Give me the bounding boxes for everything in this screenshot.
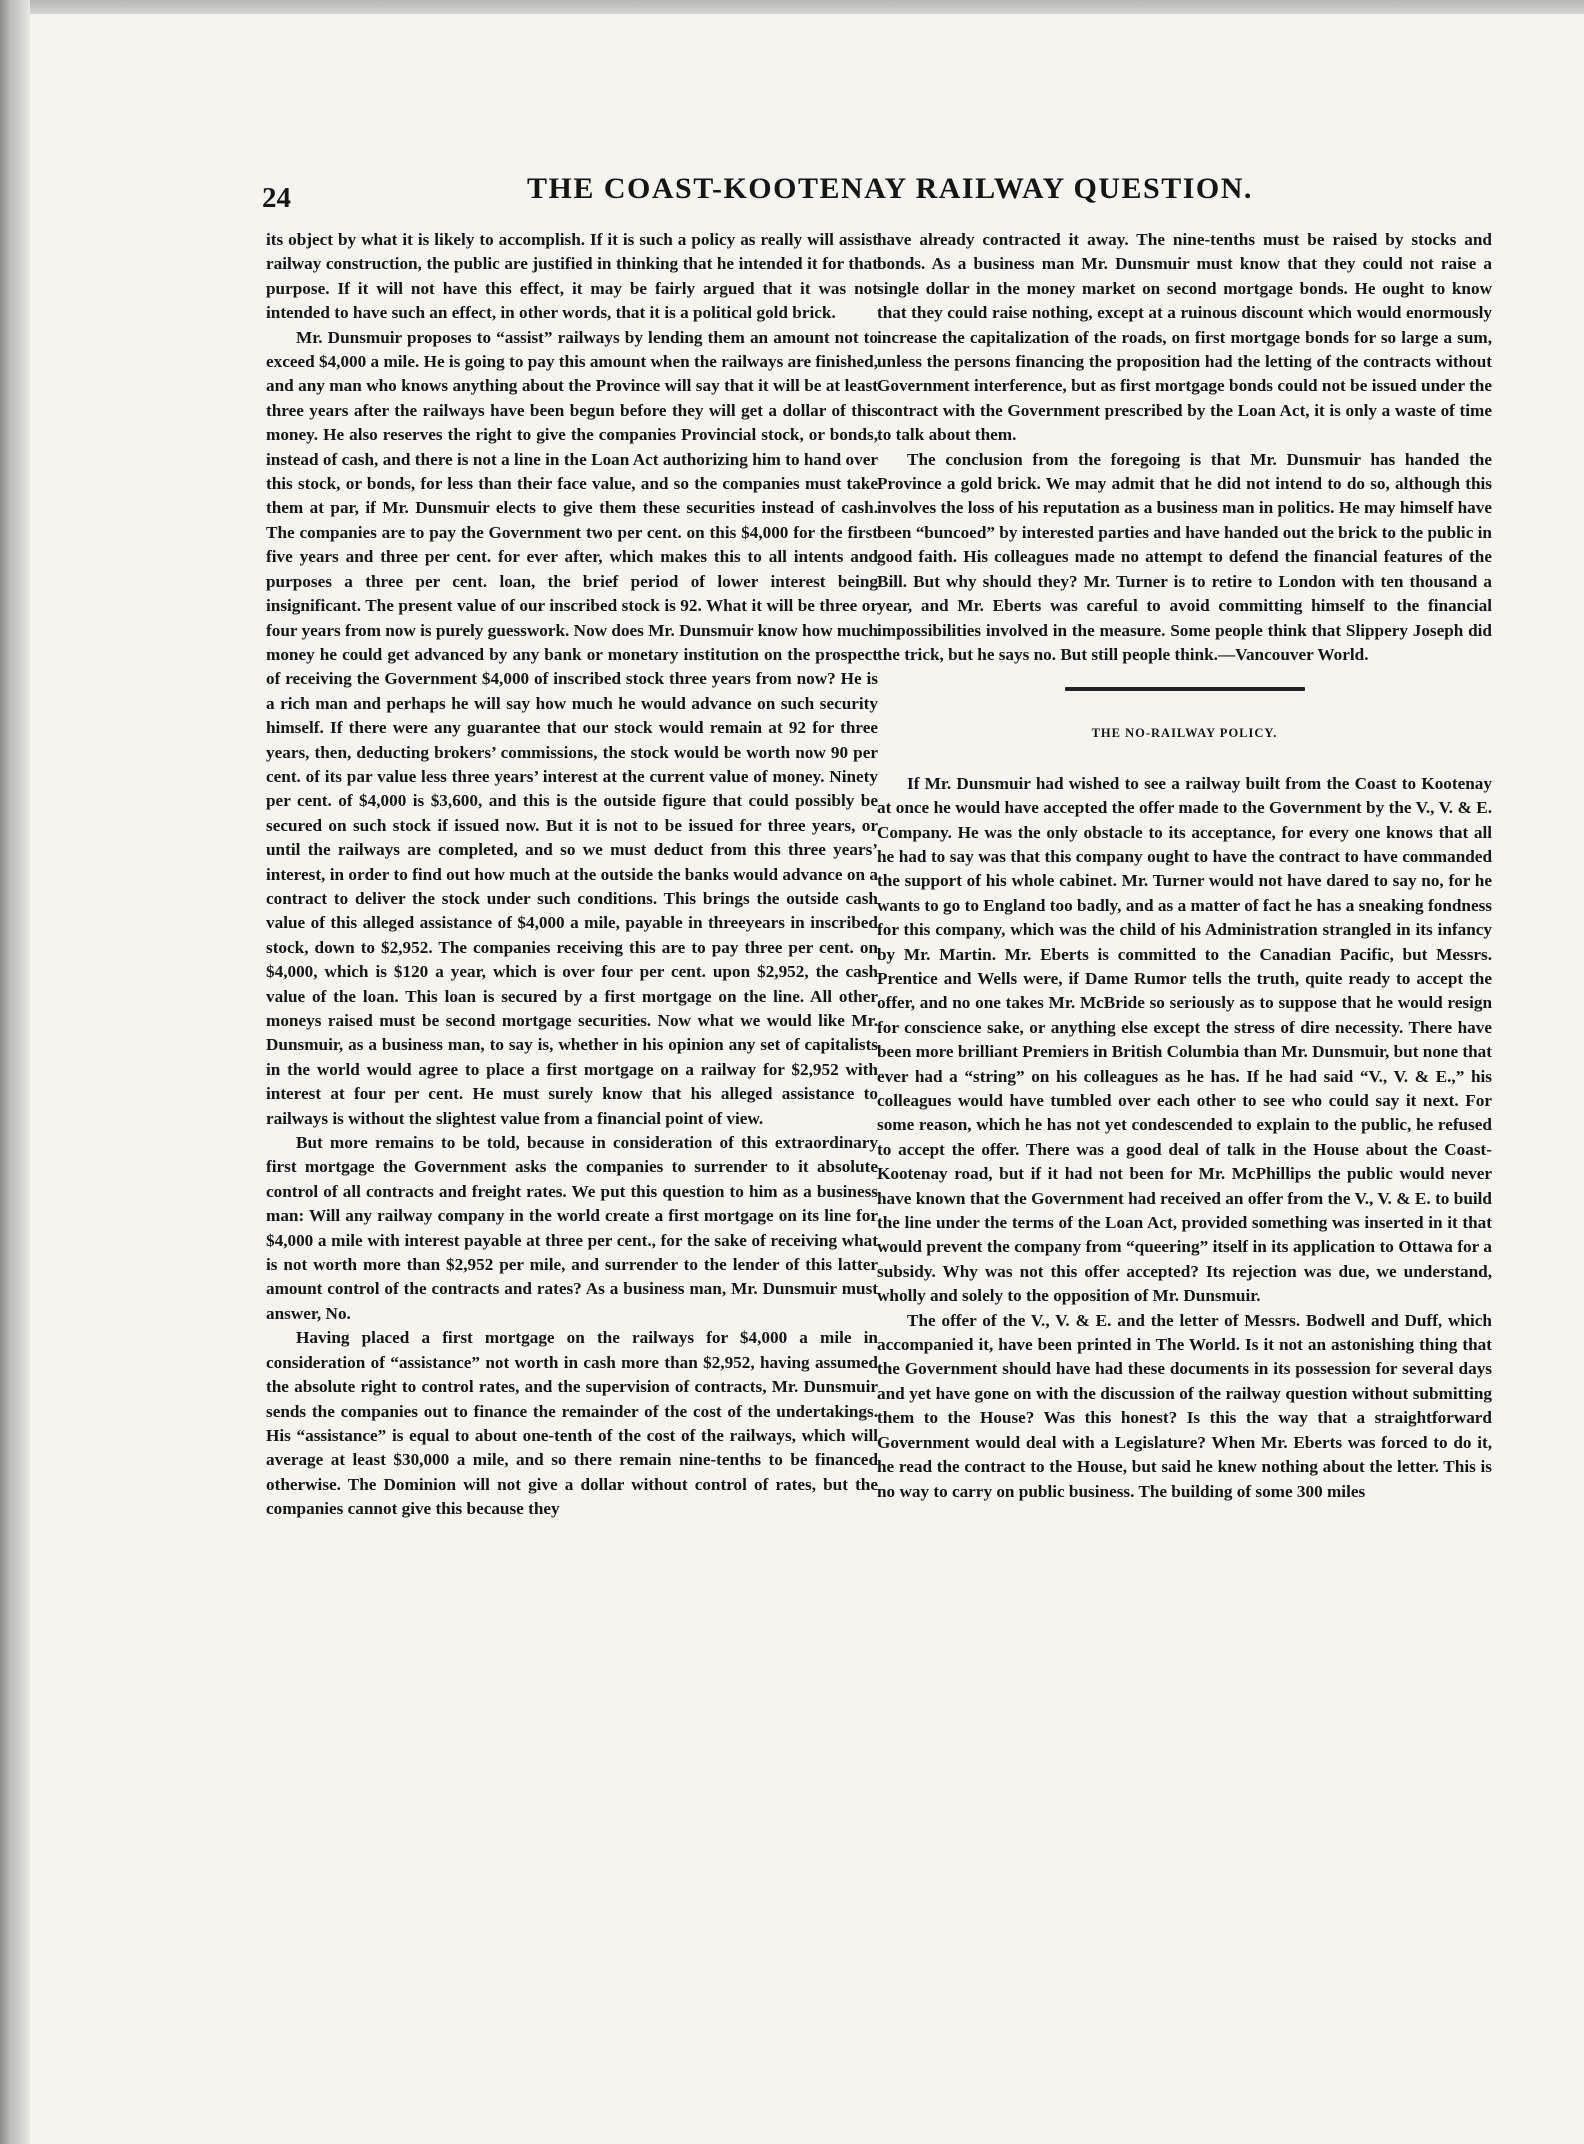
left-column [266, 228, 878, 1522]
page-number: 24 [262, 182, 291, 214]
paragraph: The offer of the V., V. & E. and the letter of Messrs. Bodwell and Duff, which accompanied it, have been printed in The World. Is it not an astonishing thing that the Government should have had these documents in its possession for several days and yet have gone on with the discussion of the railway question without submitting them to the House? Was this honest? Is this the way that a straightforward Government would deal with a Legislature? When Mr. Eberts was forced to do it, he read the contract to the House, but said he knew nothing about the letter. This is no way to carry on public business. The building of some 300 miles [877, 1310, 1492, 1501]
paragraph: The conclusion from the foregoing is that Mr. Dunsmuir has handed the Province a gold brick. We may admit that he did not intend to do so, although this involves the loss of his reputation as a business man in politics. He may himself have been “buncoed” by interested parties and have handed out the brick to the public in good faith. His colleagues made no attempt to defend the financial features of the Bill. But why should they? Mr. Turner is to retire to London with ten thousand a year, and Mr. Eberts was careful to avoid committing himself to the financial impossibilities involved in the measure. Some people think that Slippery Joseph did the trick, but he says no. But still people think.—Vancouver World. [877, 449, 1492, 664]
paragraph: Mr. Dunsmuir proposes to “assist” railways by lending them an amount not to exceed $4,000 a mile. He is going to pay this amount when the railways are finished, and any man who knows anything about the Province will say that it will be at least three years after the railways have been begun before they will get a dollar of this money. He also reserves the right to give the companies Provincial stock, or bonds, instead of cash, and there is not a line in the Loan Act authorizing him to hand over this stock, or bonds, for less than their face value, and so the companies must take them at par, if Mr. Dunsmuir elects to give them these securities instead of cash. The companies are to pay the Government two per cent. on this $4,000 for the first five years and three per cent. for ever after, which makes this to all intents and purposes a three per cent. loan, the brief period of lower interest being insignificant. The present value of our inscribed stock is 92. What it will be three or four years from now is purely guesswork. Now does Mr. Dunsmuir know how much money he could get advanced by any bank or monetary institution on the prospect of receiving the Government $4,000 of inscribed stock three years from now? He is a rich man and perhaps he will say how much he would advance on such security himself. If there were any guarantee that our stock would remain at 92 for three years, then, deducting brokers’ commissions, the stock would be worth now 90 per cent. of its par value less three years’ interest at the current value of money. Ninety per cent. of $4,000 is $3,600, and this is the outside figure that could possibly be secured on such stock if issued now. But it is not to be issued for three years, or until the railways are completed, and so we must deduct from this three years’ interest, in order to find out how much at the outside the banks would advance on a contract to deliver the stock under such conditions. This brings the outside cash value of this alleged assistance of $4,000 a mile, payable in threeyears in inscribed stock, down to $2,952. The companies receiving this are to pay three per cent. on $4,000, which is $120 a year, which is over four per cent. upon $2,952, the cash value of the loan. This loan is secured by a first mortgage on the line. All other moneys raised must be second mortgage securities. Now what we would like Mr. Dunsmuir, as a business man, to say is, whether in his opinion any set of capitalists in the world would agree to place a first mortgage on a railway for $2,952 with interest at four per cent. He must surely know that his alleged assistance to railways is without the slightest value from a financial point of view. [266, 327, 878, 1128]
paragraph: But more remains to be told, because in consideration of this extraordinary first mortgage the Government asks the companies to surrender to it absolute control of all contracts and freight rates. We put this question to him as a business man: Will any railway company in the world create a first mortgage on its line for $4,000 a mile with interest payable at three per cent., for the sake of receiving what is not worth more than $2,952 per mile, and surrender to the lender of this latter amount control of the contracts and rates? As a business man, Mr. Dunsmuir must answer, No. [266, 1133, 878, 1323]
section-heading: THE NO-RAILWAY POLICY. [1091, 726, 1278, 741]
right-column [877, 228, 1492, 1504]
paragraph: have already contracted it away. The nine-tenths must be raised by stocks and bonds. As a business man Mr. Dunsmuir must know that they could not raise a single dollar in the money market on second mortgage bonds. He ought to know that they could raise nothing, except at a ruinous discount which would enormously increase the capitalization of the roads, on first mortgage bonds for so large a sum, unless the persons financing the proposition had the letting of the contracts without Government interference, but as first mortgage bonds could not be issued under the contract with the Government prescribed by the Loan Act, it is only a waste of time to talk about them. [877, 230, 1492, 445]
paragraph: If Mr. Dunsmuir had wished to see a railway built from the Coast to Kootenay at once he would have accepted the offer made to the Government by the V., V. & E. Company. He was the only obstacle to its acceptance, for every one knows that all he had to say was that this company ought to have the contract to have commanded the support of his whole cabinet. Mr. Turner would not have dared to say no, for he wants to go to England too badly, and as a matter of fact he has a sneaking fondness for this company, which was the child of his Administration strangled in its infancy by Mr. Martin. Mr. Eberts is committed to the Canadian Pacific, but Messrs. Prentice and Wells were, if Dame Rumor tells the truth, quite ready to accept the offer, and no one takes Mr. McBride so seriously as to suppose that he would resign for conscience sake, or anything else except the stress of dire necessity. There have been more brilliant Premiers in British Columbia than Mr. Dunsmuir, but none that ever had a “string” on his colleagues as he has. If he had said “V., V. & E.,” his colleagues would have tumbled over each other to see who could say it next. For some reason, which he has not yet condescended to explain to the public, he refused to accept the offer. There was a good deal of talk in the House about the Coast-Kootenay road, but if it had not been for Mr. McPhillips the public would never have known that the Government had received an offer from the V., V. & E. to build the line under the terms of the Loan Act, provided something was inserted in it that would prevent the company from “queering” itself in its application to Ottawa for a subsidy. Why was not this offer accepted? Its rejection was due, we understand, wholly and solely to the opposition of Mr. Dunsmuir. [877, 773, 1492, 1306]
paragraph: Having placed a first mortgage on the railways for $4,000 a mile in consideration of “assistance” not worth in cash more than $2,952, having assumed the absolute right to control rates, and the supervision of contracts, Mr. Dunsmuir sends the companies out to finance the remainder of the cost of the undertakings. His “assistance” is equal to about one-tenth of the cost of the railways, which will average at least $30,000 a mile, and so there remain nine-tenths to be financed otherwise. The Dominion will not give a dollar without control of rates, but the companies cannot give this because they [266, 1328, 878, 1519]
paragraph: its object by what it is likely to accomplish. If it is such a policy as really will assist railway construction, the public are justified in thinking that he intended it for that purpose. If it will not have this effect, it may be fairly argued that it was not intended to have such an effect, in other words, that it is a political gold brick. [266, 230, 878, 323]
book-page [22, 14, 1584, 2144]
section-divider [1065, 687, 1305, 691]
running-title: THE COAST-KOOTENAY RAILWAY QUESTION. [527, 172, 1253, 205]
page-header [262, 172, 1552, 216]
scan-shadow-left [0, 0, 30, 2144]
